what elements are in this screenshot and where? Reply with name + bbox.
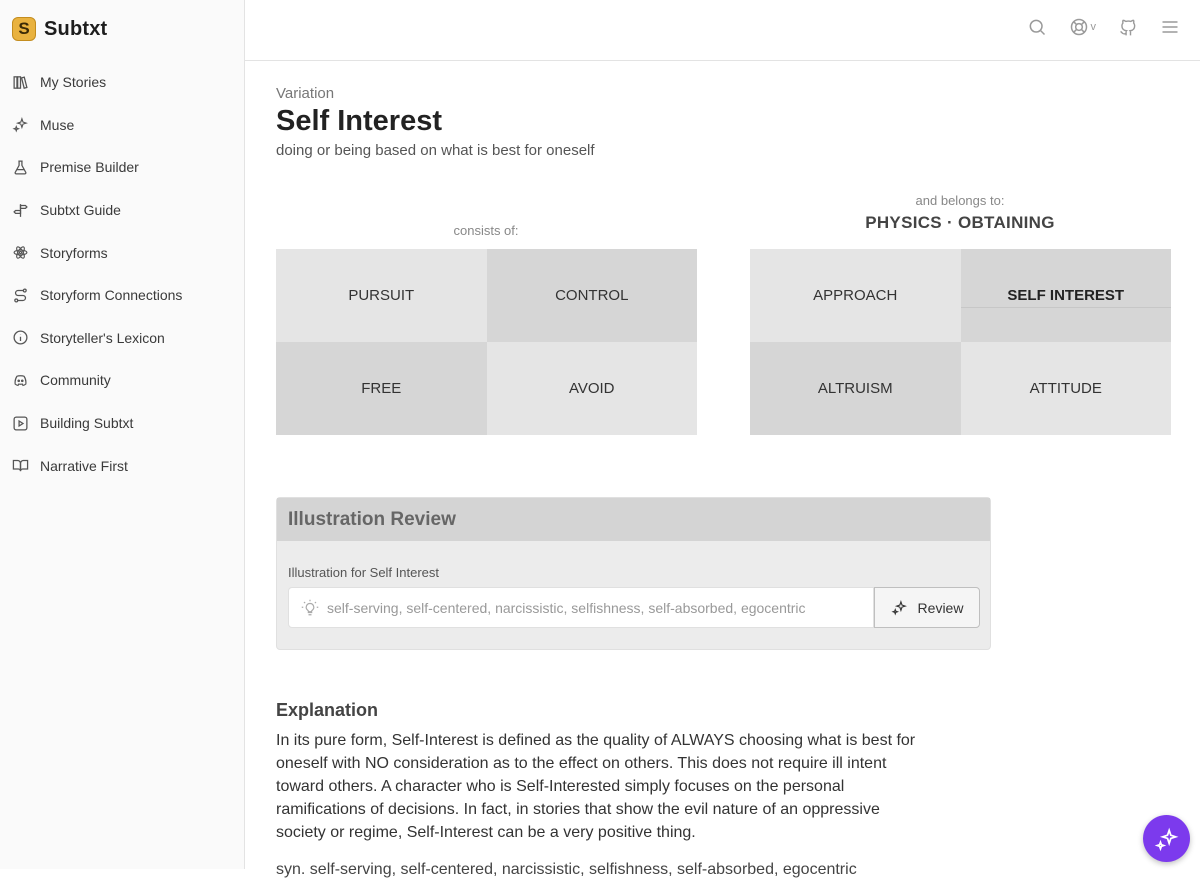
consists-of-label: consists of:	[453, 223, 519, 238]
info-icon	[12, 329, 29, 346]
topbar-actions	[1027, 17, 1181, 37]
sidebar-item-storytellers-lexicon[interactable]	[0, 317, 244, 360]
sidebar-item-label: Storyform Connections	[40, 287, 183, 304]
element-kind: Variation	[276, 85, 335, 102]
sidebar-item-storyforms[interactable]	[0, 231, 244, 274]
illustration-review-panel	[276, 497, 991, 650]
play-icon	[12, 415, 29, 432]
lifebuoy-icon	[1069, 17, 1089, 37]
review-button[interactable]	[874, 587, 980, 628]
sparkles-icon	[1154, 826, 1180, 852]
quad-cell[interactable]: ATTITUDE	[961, 342, 1172, 435]
sidebar-item-label: Premise Builder	[40, 159, 139, 176]
github-icon[interactable]	[1118, 17, 1138, 37]
menu-icon[interactable]	[1160, 17, 1180, 37]
quad-cell[interactable]: PURSUIT	[276, 249, 487, 342]
search-icon[interactable]	[1027, 17, 1047, 37]
belongs-to-quad	[750, 249, 1171, 435]
signpost-icon	[12, 202, 29, 219]
quad-cell[interactable]: FREE	[276, 342, 487, 435]
chevron-down-icon: v	[1090, 21, 1096, 33]
sidebar-item-label: My Stories	[40, 74, 107, 91]
sidebar	[0, 0, 245, 869]
belongs-to-label: and belongs to:	[915, 193, 1005, 208]
quad-cell[interactable]: ALTRUISM	[750, 342, 961, 435]
sidebar-item-premise-builder[interactable]	[0, 146, 244, 189]
page-title: Self Interest	[276, 105, 442, 137]
illustration-input-wrapper	[288, 587, 874, 628]
lightbulb-icon	[301, 599, 319, 617]
sidebar-item-label: Storyforms	[40, 244, 108, 261]
sparkles-icon	[891, 599, 908, 616]
illustration-field-label: Illustration for Self Interest	[288, 565, 440, 580]
sidebar-item-label: Muse	[40, 116, 75, 133]
synonyms-text: syn. self-serving, self-centered, narcissistic, selfishness, self-absorbed, egocentric	[276, 861, 857, 878]
quad-cell[interactable]: CONTROL	[487, 249, 698, 342]
brand[interactable]	[12, 17, 107, 41]
muse-assistant-button[interactable]	[1143, 815, 1190, 862]
sidebar-item-label: Subtxt Guide	[40, 202, 121, 219]
sparkles-icon	[12, 116, 29, 133]
sidebar-item-label: Building Subtxt	[40, 415, 134, 432]
book-open-icon	[12, 457, 29, 474]
sidebar-item-label: Storyteller's Lexicon	[40, 329, 165, 346]
quad-cell[interactable]: APPROACH	[750, 249, 961, 342]
help-menu[interactable]	[1069, 17, 1097, 37]
atom-icon	[12, 244, 29, 261]
topbar	[245, 0, 1200, 61]
illustration-input[interactable]	[327, 600, 867, 616]
sidebar-item-community[interactable]	[0, 359, 244, 402]
books-icon	[12, 74, 29, 91]
sidebar-item-muse[interactable]	[0, 104, 244, 147]
quad-cell-current[interactable]: SELF INTEREST	[961, 249, 1172, 342]
explanation-heading: Explanation	[276, 700, 379, 720]
subtxt-logo-icon: S	[12, 17, 36, 41]
review-button-label: Review	[917, 599, 964, 616]
brand-name: Subtxt	[44, 17, 108, 40]
flask-icon	[12, 159, 29, 176]
page-subtitle: doing or being based on what is best for oneself	[276, 142, 595, 159]
route-icon	[12, 287, 29, 304]
discord-icon	[12, 372, 29, 389]
explanation-body: In its pure form, Self-Interest is defined as the quality of ALWAYS choosing what is best for oneself with NO consideration as to the effect on others. This does not require ill intent toward others. A character who is Self-Interested simply focuses on the personal ramifications of decisions. In fact, in stories that show the evil nature of an oppressive society or regime, Self-Interest can be a very positive thing.	[276, 732, 916, 841]
quad-cell[interactable]: AVOID	[487, 342, 698, 435]
consists-of-quad	[276, 249, 697, 435]
sidebar-nav	[0, 61, 244, 487]
sidebar-item-building-subtxt[interactable]	[0, 402, 244, 445]
illustration-review-heading: Illustration Review	[277, 498, 990, 541]
sidebar-item-narrative-first[interactable]	[0, 444, 244, 487]
sidebar-item-label: Narrative First	[40, 457, 128, 474]
sidebar-item-storyform-connections[interactable]	[0, 274, 244, 317]
sidebar-item-my-stories[interactable]	[0, 61, 244, 104]
belongs-to-path[interactable]: PHYSICS · OBTAINING	[865, 213, 1055, 232]
sidebar-item-subtxt-guide[interactable]	[0, 189, 244, 232]
sidebar-item-label: Community	[40, 372, 111, 389]
